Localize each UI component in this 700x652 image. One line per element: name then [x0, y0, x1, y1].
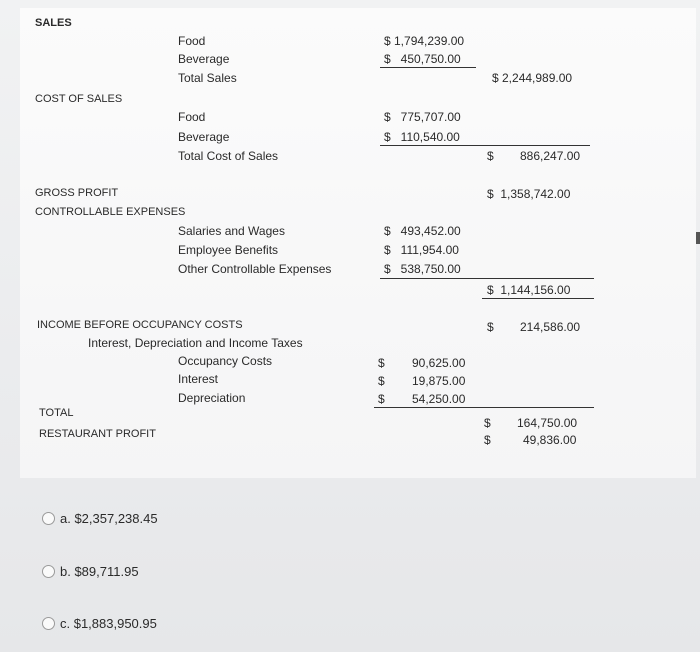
- cos-food-label: Food: [178, 110, 206, 124]
- cos-food-value: $ 775,707.00: [384, 110, 461, 124]
- sales-total-value: $ 2,244,989.00: [492, 71, 573, 85]
- option-a-text: a. $2,357,238.45: [60, 511, 158, 526]
- total-dollar: $: [484, 416, 491, 430]
- occupancy-costs-value: 90,625.00: [412, 356, 466, 370]
- income-statement: [20, 8, 696, 478]
- sales-food-value: $ 1,794,239.00: [384, 34, 465, 48]
- income-before-value: 214,586.00: [520, 320, 581, 334]
- ce-salaries-label: Salaries and Wages: [178, 224, 285, 238]
- divider: [380, 278, 594, 279]
- gross-profit-value: $ 1,358,742.00: [487, 187, 571, 201]
- option-c[interactable]: [42, 616, 157, 631]
- ce-benefits-label: Employee Benefits: [178, 243, 279, 257]
- cos-beverage-value: $ 110,540.00: [384, 130, 460, 144]
- ce-other-value: $ 538,750.00: [384, 262, 461, 276]
- radio-icon[interactable]: [42, 565, 55, 578]
- interest-dollar: $: [378, 374, 385, 388]
- divider: [380, 145, 590, 146]
- total-value: 164,750.00: [517, 416, 578, 430]
- restaurant-profit-label: RESTAURANT PROFIT: [39, 428, 156, 440]
- sales-total-label: Total Sales: [178, 71, 237, 85]
- option-c-text: c. $1,883,950.95: [60, 616, 157, 631]
- profit-value: 49,836.00: [523, 433, 577, 447]
- cos-total-dollar: $: [487, 149, 494, 163]
- cost-of-sales-header: COST OF SALES: [35, 93, 123, 105]
- depreciation-dollar: $: [378, 392, 385, 406]
- ce-salaries-value: $ 493,452.00: [384, 224, 461, 238]
- sales-beverage-label: Beverage: [178, 52, 230, 66]
- divider: [482, 298, 594, 299]
- total-label: TOTAL: [39, 407, 74, 419]
- option-b[interactable]: [42, 564, 139, 579]
- income-before-dollar: $: [487, 320, 494, 334]
- controllable-expenses-header: CONTROLLABLE EXPENSES: [35, 206, 186, 218]
- depreciation-value: 54,250.00: [412, 392, 466, 406]
- income-before-occupancy-label: INCOME BEFORE OCCUPANCY COSTS: [37, 319, 243, 331]
- divider: [374, 407, 594, 408]
- occupancy-costs-label: Occupancy Costs: [178, 354, 273, 368]
- interest-label: Interest: [178, 372, 219, 386]
- ce-benefits-value: $ 111,954.00: [384, 243, 459, 257]
- ce-total-value: $ 1,144,156.00: [487, 283, 571, 297]
- sales-beverage-value: $ 450,750.00: [384, 52, 461, 66]
- sales-header: SALES: [35, 17, 72, 29]
- cos-total-label: Total Cost of Sales: [178, 149, 279, 163]
- divider: [380, 67, 476, 68]
- income-before-sublabel: Interest, Depreciation and Income Taxes: [88, 336, 303, 350]
- occupancy-costs-dollar: $: [378, 356, 385, 370]
- sales-food-label: Food: [178, 34, 206, 48]
- scroll-edge: [696, 232, 700, 244]
- option-a[interactable]: [42, 511, 158, 526]
- ce-other-label: Other Controllable Expenses: [178, 262, 332, 276]
- gross-profit-label: GROSS PROFIT: [35, 187, 119, 199]
- depreciation-label: Depreciation: [178, 391, 246, 405]
- interest-value: 19,875.00: [412, 374, 466, 388]
- cos-beverage-label: Beverage: [178, 130, 230, 144]
- radio-icon[interactable]: [42, 512, 55, 525]
- profit-dollar: $: [484, 433, 491, 447]
- option-b-text: b. $89,711.95: [60, 564, 139, 579]
- radio-icon[interactable]: [42, 617, 55, 630]
- cos-total-value: 886,247.00: [520, 149, 581, 163]
